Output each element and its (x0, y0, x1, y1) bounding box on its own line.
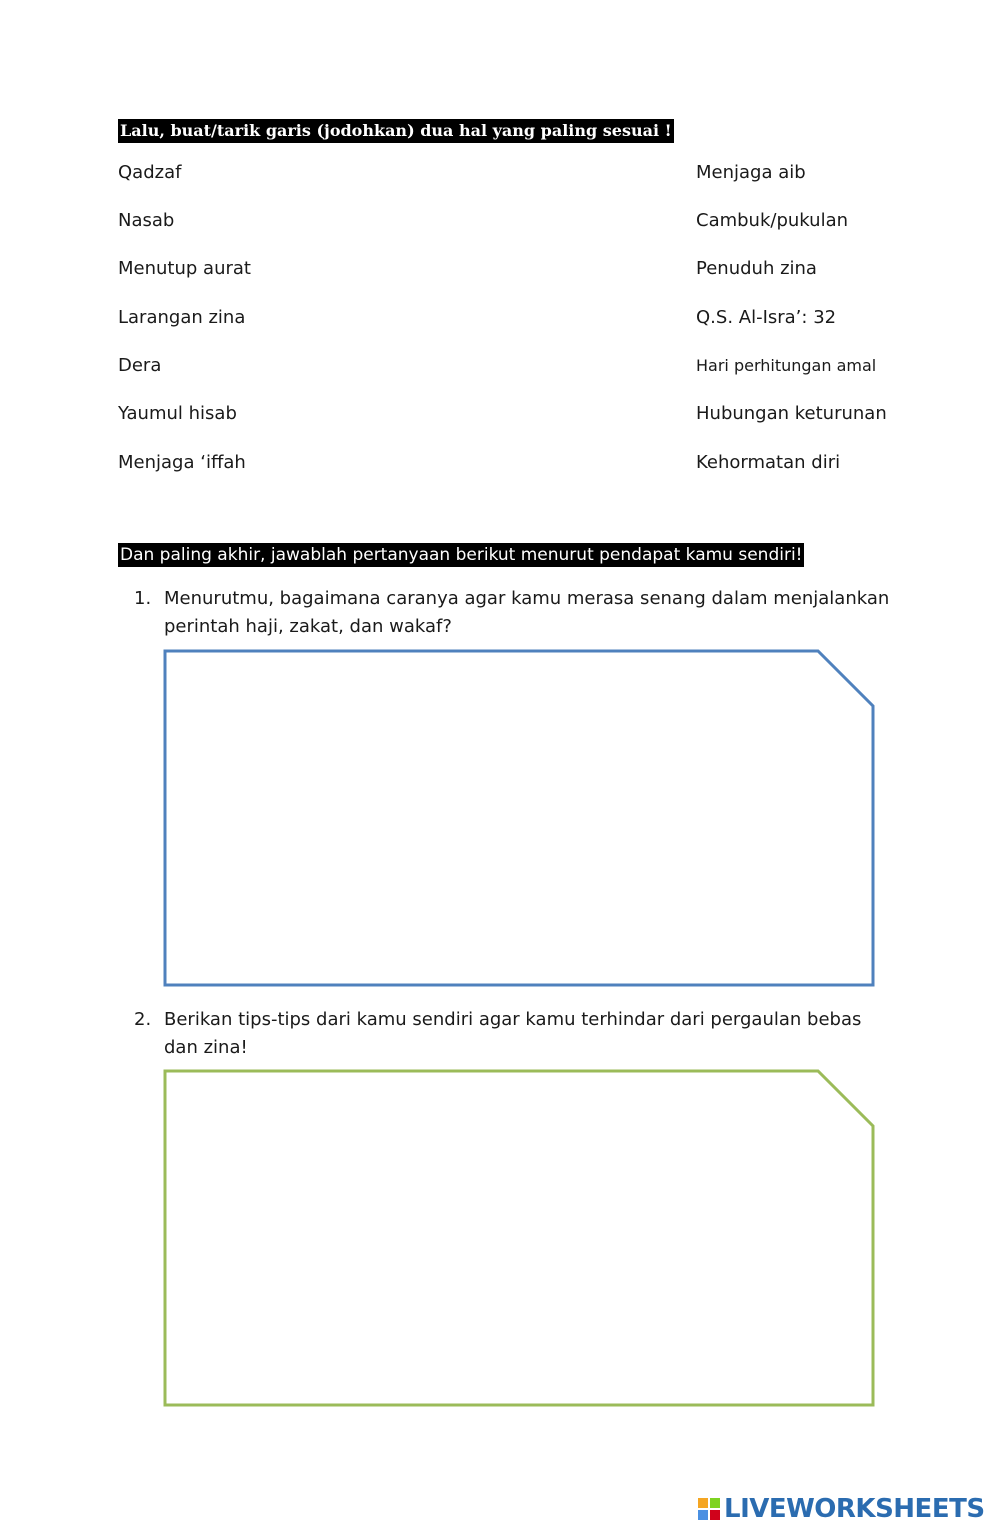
match-right-item[interactable]: Penuduh zina (696, 258, 817, 279)
answer-box-1-outline (165, 651, 873, 985)
match-left-item[interactable]: Menutup aurat (118, 258, 251, 279)
answer-box-2[interactable] (162, 1068, 876, 1408)
match-left-item[interactable]: Dera (118, 355, 162, 376)
match-right-item[interactable]: Hubungan keturunan (696, 403, 887, 424)
liveworksheets-logo (698, 1493, 985, 1525)
match-right-item[interactable]: Hari perhitungan amal (696, 356, 877, 375)
match-right-item[interactable]: Cambuk/pukulan (696, 210, 849, 231)
match-left-item[interactable]: Menjaga ‘iffah (118, 452, 246, 473)
logo-square-icon (698, 1498, 708, 1508)
match-right-item[interactable]: Q.S. Al-Isra’: 32 (696, 307, 837, 328)
match-left-item[interactable]: Larangan zina (118, 307, 246, 328)
answer-box-1[interactable] (162, 648, 876, 988)
question-text: Berikan tips-tips dari kamu sendiri agar kamu terhindar dari pergaulan bebas dan zina! (164, 1009, 862, 1058)
liveworksheets-logo-icon (698, 1498, 720, 1520)
question-2 (134, 1006, 894, 1062)
question-text: Menurutmu, bagaimana caranya agar kamu merasa senang dalam menjalankan perintah haji, zakat, dan wakaf? (164, 588, 890, 637)
matching-instructions-heading: Lalu, buat/tarik garis (jodohkan) dua hal yang paling sesuai ! (118, 119, 674, 143)
match-right-item[interactable]: Menjaga aib (696, 162, 806, 183)
logo-square-icon (710, 1510, 720, 1520)
match-right-item[interactable]: Kehormatan diri (696, 452, 841, 473)
question-number: 1. (134, 588, 152, 609)
match-left-item[interactable]: Qadzaf (118, 162, 182, 183)
logo-square-icon (698, 1510, 708, 1520)
logo-square-icon (710, 1498, 720, 1508)
match-left-item[interactable]: Nasab (118, 210, 175, 231)
match-left-item[interactable]: Yaumul hisab (118, 403, 237, 424)
question-number: 2. (134, 1009, 152, 1030)
essay-instructions-heading: Dan paling akhir, jawablah pertanyaan berikut menurut pendapat kamu sendiri! (120, 545, 803, 565)
answer-box-2-outline (165, 1071, 873, 1405)
question-1 (134, 585, 894, 641)
logo-text: LIVEWORKSHEETS (724, 1494, 985, 1524)
